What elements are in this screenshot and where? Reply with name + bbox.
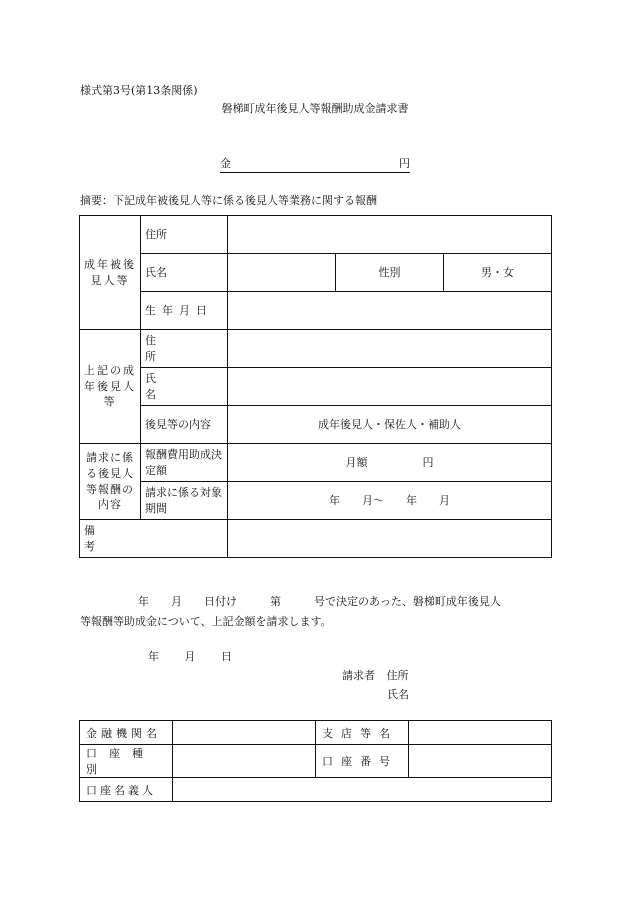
ward-name-field[interactable]: [228, 254, 336, 292]
account-type-label: 口座種別: [80, 745, 173, 778]
summary: 摘要：下記成年被後見人等に係る後見人等業務に関する報酬: [80, 194, 377, 207]
ward-group-label: 成年被後見人等: [80, 216, 141, 330]
monthly-amount-field[interactable]: 月額 円: [228, 444, 552, 482]
remarks-field[interactable]: [228, 520, 552, 558]
guardian-name-field[interactable]: [228, 368, 552, 406]
bank-account-table: [79, 720, 552, 802]
claim-form-table: [79, 215, 552, 558]
ward-birthdate-field[interactable]: [228, 292, 552, 330]
remarks-label: 備考: [80, 520, 228, 558]
ward-name-label: 氏名: [141, 254, 228, 292]
guardian-content-label: 後見等の内容: [141, 406, 228, 444]
claim-date[interactable]: [148, 648, 232, 664]
claim-group-label: 請求に係る後見人等報酬の内容: [80, 444, 141, 520]
ward-sex-options[interactable]: 男・女: [444, 254, 552, 292]
ward-birthdate-label: 生年月日: [141, 292, 228, 330]
statement-line-1: 年 月 日付け 第 号で決定のあった、磐梯町成年後見人: [138, 595, 501, 608]
account-type-field[interactable]: [173, 745, 316, 778]
guardian-group-label: 上記の成年後見人等: [80, 330, 141, 444]
document-title: 磐梯町成年後見人等報酬助成金請求書: [221, 102, 409, 115]
applicant-block: [342, 667, 409, 683]
date-year: 年: [148, 650, 159, 663]
ward-address-field[interactable]: [228, 216, 552, 254]
account-holder-field[interactable]: [173, 778, 552, 802]
guardian-address-label: 住所: [141, 330, 228, 368]
decided-amount-label: 報酬費用助成決定額: [141, 444, 228, 482]
date-day: 日: [221, 650, 232, 663]
applicant-label: 請求者: [342, 669, 375, 682]
amount-prefix: 金: [220, 157, 231, 170]
ward-address-label: 住所: [141, 216, 228, 254]
ward-sex-label: 性別: [336, 254, 444, 292]
account-number-field[interactable]: [409, 745, 552, 778]
form-number: 様式第3号(第13条関係): [80, 84, 198, 97]
amount-unit: 円: [399, 157, 410, 170]
account-number-label: 口座番号: [316, 745, 409, 778]
claim-statement: [80, 592, 501, 632]
applicant-name-label: 氏名: [387, 688, 409, 701]
guardian-address-field[interactable]: [228, 330, 552, 368]
guardian-content-value[interactable]: 成年後見人・保佐人・補助人: [228, 406, 552, 444]
applicant-address-label: 住所: [386, 669, 409, 682]
guardian-name-label: 氏名: [141, 368, 228, 406]
bank-branch-label: 支店等名: [316, 721, 409, 745]
claim-period-label: 請求に係る対象期間: [141, 482, 228, 520]
amount-line: [220, 155, 410, 173]
date-month: 月: [184, 650, 196, 663]
claim-period-field[interactable]: 年 月～ 年 月: [228, 482, 552, 520]
bank-institution-field[interactable]: [173, 721, 316, 745]
bank-institution-label: 金融機関名: [80, 721, 173, 745]
bank-branch-field[interactable]: [409, 721, 552, 745]
statement-line-2: 等報酬等助成金について、上記金額を請求します。: [80, 615, 332, 628]
account-holder-label: 口座名義人: [80, 778, 173, 802]
